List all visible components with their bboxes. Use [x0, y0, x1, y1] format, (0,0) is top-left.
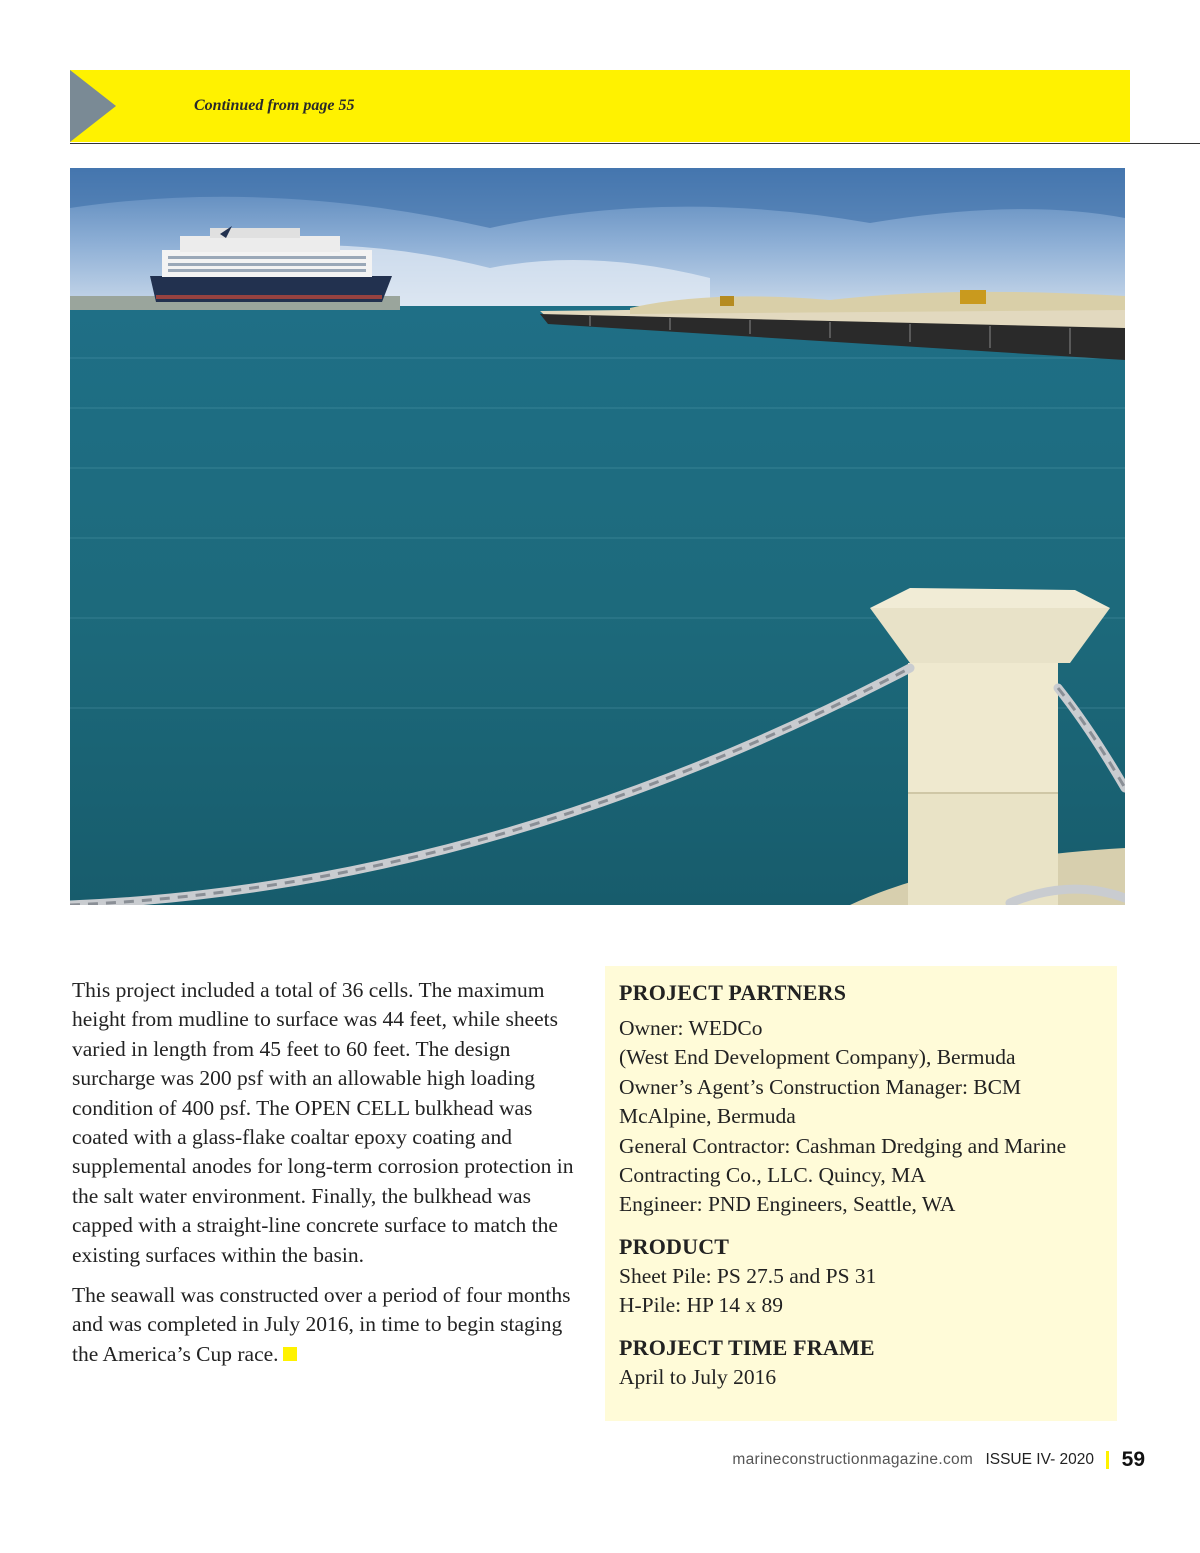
page-footer [732, 1448, 1145, 1472]
article-paragraph: This project included a total of 36 cells. The maximum height from mudline to surface was 44 feet, while sheets varied in length from 45 feet to 60 feet. The design surcharge was 200 psf with an allowable high loading condition of 400 psf. The OPEN CELL bulkhead was coated with a glass-flake coaltar epoxy coating and supplemental anodes for long-term corrosion protection in the salt water environment. Finally, the bulkhead was capped with a straight-line concrete surface to match the existing surfaces within the basin. [72, 978, 574, 1267]
partner-line: Contracting Co., LLC. Quincy, MA [619, 1163, 926, 1188]
partner-line: (West End Development Company), Bermuda [619, 1045, 1016, 1070]
end-of-article-icon [283, 1347, 297, 1361]
harbor-photo [70, 168, 1125, 905]
footer-issue: ISSUE IV- 2020 [985, 1451, 1095, 1469]
article-paragraph [72, 1281, 582, 1369]
product-heading: PRODUCT [619, 1233, 730, 1259]
partner-line: Owner: WEDCo [619, 1016, 763, 1040]
product-line: H-Pile: HP 14 x 89 [619, 1293, 784, 1318]
article-paragraph-text: The seawall was constructed over a period of four months and was completed in July 2016, in time to begin staging the America’s Cup race. [72, 1283, 571, 1366]
partner-line: Owner’s Agent’s Construction Manager: BCM [619, 1074, 1022, 1099]
footer-separator [1106, 1451, 1109, 1469]
timeframe-heading: PROJECT TIME FRAME [619, 1334, 875, 1360]
continued-from-label: Continued from page 55 [194, 97, 355, 114]
header-rule [70, 143, 1200, 144]
partners-heading: PROJECT PARTNERS [619, 980, 847, 1005]
timeframe-value: April to July 2016 [619, 1364, 777, 1389]
partner-line: McAlpine, Bermuda [619, 1104, 796, 1129]
arrow-icon [70, 70, 116, 142]
footer-website: marineconstructionmagazine.com [732, 1451, 974, 1469]
article-body [72, 976, 582, 1380]
project-info-sidebar [605, 966, 1117, 1421]
product-list [619, 1262, 1107, 1321]
product-line: Sheet Pile: PS 27.5 and PS 31 [619, 1263, 877, 1288]
page-number: 59 [1121, 1448, 1145, 1471]
partner-line: General Contractor: Cashman Dredging and Marine [619, 1133, 1067, 1158]
partner-line: Engineer: PND Engineers, Seattle, WA [619, 1192, 956, 1217]
partners-list [619, 1014, 1107, 1220]
